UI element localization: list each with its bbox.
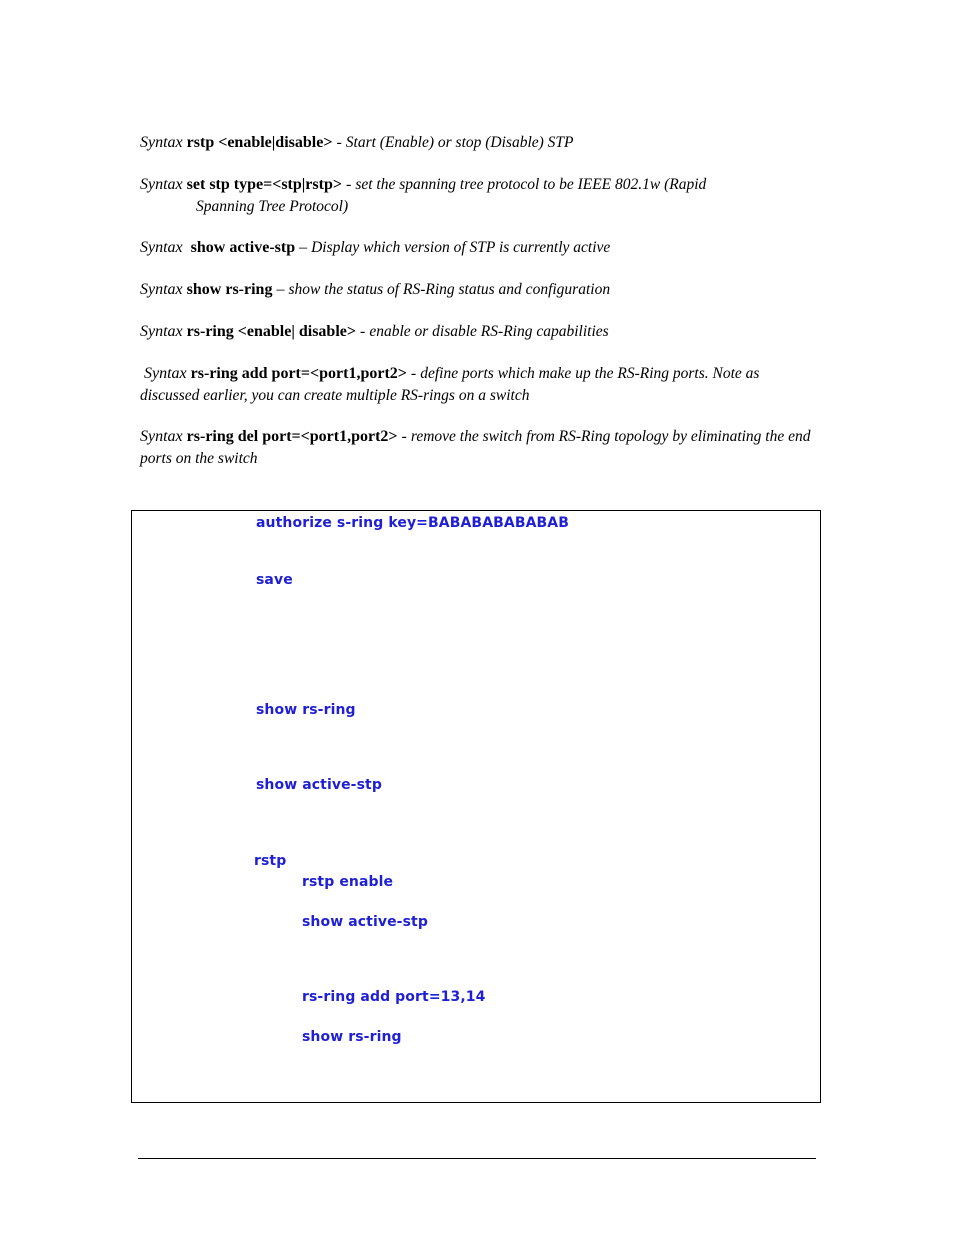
cli-line: rstp enable	[302, 874, 394, 890]
cli-line: show active-stp	[302, 914, 428, 930]
cli-line: authorize s-ring key=BABABABABABAB	[256, 515, 570, 531]
syntax-separator: –	[295, 239, 312, 256]
syntax-separator: -	[341, 176, 356, 193]
syntax-entry-rstp	[140, 132, 820, 154]
syntax-keyword: Syntax	[140, 323, 183, 340]
syntax-keyword: Syntax	[140, 239, 183, 256]
syntax-entry-rs-ring-add	[140, 363, 820, 407]
footer-rule	[138, 1158, 816, 1159]
cli-line: rstp	[254, 853, 287, 869]
syntax-keyword: Syntax	[140, 134, 183, 151]
syntax-command: rs-ring add port=<port1,port2>	[190, 365, 407, 382]
syntax-keyword: Syntax	[140, 428, 183, 445]
cli-line: show rs-ring	[256, 702, 356, 718]
syntax-separator: -	[332, 134, 346, 151]
syntax-command: show rs-ring	[186, 281, 273, 298]
syntax-command: rs-ring <enable| disable>	[186, 323, 356, 340]
syntax-description: show the status of RS-Ring status and configuration	[288, 281, 611, 298]
syntax-keyword: Syntax	[140, 176, 183, 193]
syntax-description-continuation: Spanning Tree Protocol)	[196, 198, 349, 215]
syntax-entry-show-rs-ring	[140, 279, 820, 301]
example-box	[131, 510, 821, 1103]
syntax-description: set the spanning tree protocol to be IEEE 802.1w (Rapid	[355, 176, 707, 193]
syntax-entry-show-active-stp	[140, 237, 820, 259]
cli-line: show active-stp	[256, 777, 382, 793]
syntax-command: show active-stp	[190, 239, 296, 256]
syntax-separator: –	[272, 281, 289, 298]
syntax-command: rstp <enable|disable>	[186, 134, 333, 151]
syntax-entry-rs-ring-del	[140, 426, 820, 470]
cli-line: rs-ring add port=13,14	[302, 989, 486, 1005]
syntax-separator: -	[355, 323, 370, 340]
syntax-description: define ports which make up the RS-Ring ports. Note as discussed earlier, you can create multiple RS-rings on a switch	[140, 365, 760, 404]
syntax-separator: -	[397, 428, 411, 445]
syntax-description: enable or disable RS-Ring capabilities	[369, 323, 609, 340]
syntax-description: remove the switch from RS-Ring topology by eliminating the end ports on the switch	[140, 428, 811, 467]
cli-line: save	[256, 572, 293, 588]
syntax-command: set stp type=<stp|rstp>	[186, 176, 342, 193]
syntax-keyword: Syntax	[140, 281, 183, 298]
syntax-description: Display which version of STP is currently active	[311, 239, 611, 256]
syntax-entry-rs-ring-enable	[140, 321, 820, 343]
syntax-keyword: Syntax	[144, 365, 187, 382]
syntax-description: Start (Enable) or stop (Disable) STP	[345, 134, 574, 151]
syntax-entry-set-stp-type	[140, 174, 820, 218]
syntax-command: rs-ring del port=<port1,port2>	[186, 428, 398, 445]
cli-line: show rs-ring	[302, 1029, 402, 1045]
syntax-separator: -	[406, 365, 421, 382]
